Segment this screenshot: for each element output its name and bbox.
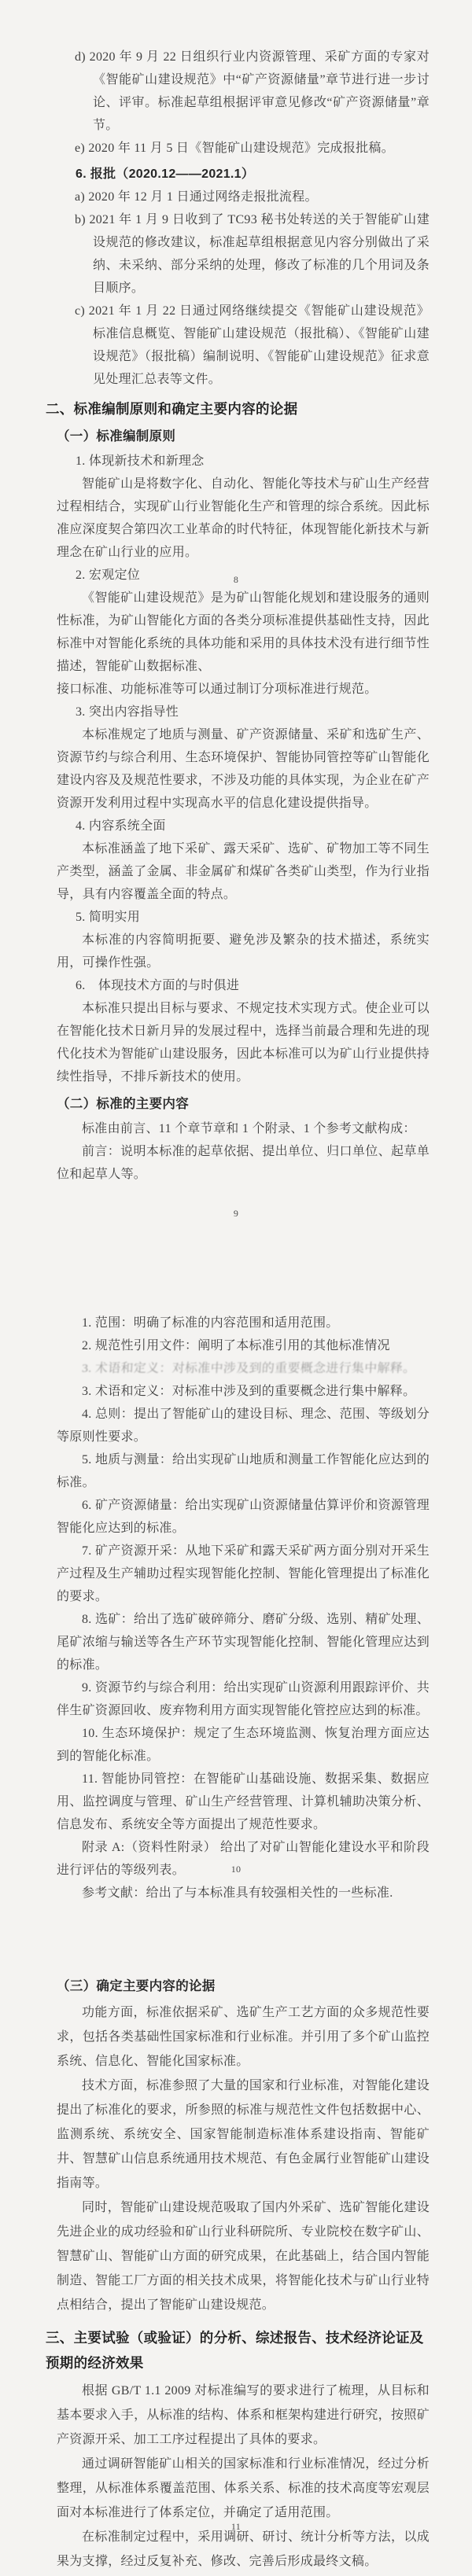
paragraph: 在标准制定过程中，采用调研、研讨、统计分析等方法，以成果为支撑，经过反复补充、修改、完善后形成最终文稿。 (57, 2530, 430, 2568)
paragraph: 根据 GB/T 1.1 2009 对标准编写的要求进行了梳理，从目标和基本要求入手，从标准的结构、体系和框架构建进行研究，按照矿产资源开采、加工工序过程提出了具体的要求。 (57, 2384, 430, 2446)
paragraph: 技术方面，标准参照了大量的国家和行业标准，对智能化建设提出了标准化的要求，所参照的标准与规范性文件包括数据中心、监测系统、系统安全、国家智能制造标准体系建设指南、智能矿井、智慧矿山信息系统通用技术规范、有色金属行业智能矿山建设指南等。 (57, 2079, 430, 2190)
stage-heading-submission: 6. 报批（2020.12——2021.1） (76, 167, 255, 181)
paragraph: 通过调研智能矿山相关的国家标准和行业标准情况，经过分析整理，从标准体系覆盖范围、体系关系、标准的技术高度等宏观层面对本标准进行了体系定位，并确定了适用范围。 (57, 2457, 430, 2519)
chapter-item-5: 5. 地质与测量：给出实现矿山地质和测量工作智能化应达到的标准。 (57, 1453, 430, 1489)
principle-item-1: 1. 体现新技术和新理念 (76, 454, 205, 468)
paragraph: 前言：说明本标准的起草依据、提出单位、归口单位、起草单位和起草人等。 (57, 1145, 430, 1181)
chapter-item-7: 7. 矿产资源开采：从地下采矿和露天采矿两方面分别对开采生产过程及生产辅助过程实现智能化控制、智能化管理提出了标准化的要求。 (57, 1544, 430, 1603)
paragraph: 功能方面，标准依据采矿、选矿生产工艺方面的众多规范性要求，包括各类基础性国家标准和行业标准。并引用了多个矿山监控系统、信息化、智能化国家标准。 (57, 2006, 430, 2068)
page-number: 9 (233, 1208, 239, 1219)
page-number: 11 (230, 2521, 242, 2532)
paragraph: 标准由前言、11 个章节章和 1 个附录、1 个参考文献构成： (82, 1122, 416, 1135)
page-9 (0, 678, 472, 1186)
page-number: 10 (230, 1864, 242, 1875)
chapter-item-3: 3. 术语和定义：对标准中涉及到的重要概念进行集中解释。 (82, 1385, 416, 1398)
paragraph: 《智能矿山建设规范》是为矿山智能化规划和建设服务的通则性标准，为矿山智能化方面的各类分项标准提供基础性支持，因此标准中对智能化系统的具体功能和采用的具体技术没有进行细节性描述，智能矿山数据标准、 (57, 591, 430, 673)
principle-item-6: 6. 体现技术方面的与时俱进 (76, 979, 240, 992)
section-heading-3: 三、主要试验（或验证）的分析、综述报告、技术经济论证及预期的经济效果 (46, 2330, 424, 2371)
paragraph: 本标准涵盖了地下采矿、露天采矿、选矿、矿物加工等不同生产类型，涵盖了金属、非金属矿和煤矿各类矿山类型，作为行业指导，具有内容覆盖全面的特点。 (57, 842, 430, 901)
list-item-c: c) 2021 年 1 月 22 日通过网络继续提交《智能矿山建设规范》标准信息概览、智能矿山建设规范（报批稿）、《智能矿山建设规范》（报批稿）编制说明、《智能矿山建设规范》征求意见处理汇总表等文件。 (75, 304, 430, 386)
chapter-item-2: 2. 规范性引用文件：阐明了本标准引用的其他标准情况 (82, 1339, 390, 1352)
subsection-heading-2-1: （一）标准编制原则 (57, 429, 176, 443)
principle-item-4: 4. 内容系统全面 (76, 819, 166, 833)
paragraph: 智能矿山是将数字化、自动化、智能化等技术与矿山生产经营过程相结合，实现矿山行业智能化生产和管理的综合系统。因此标准应深度契合第四次工业革命的时代特征，体现智能化新技术与新理念在矿山行业的应用。 (57, 477, 430, 559)
chapter-item-9: 9. 资源节约与综合利用：给出实现矿山资源利用跟踪评价、共伴生矿资源回收、废弃物利用方面实现智能化管控应达到的标准。 (57, 1681, 430, 1717)
paragraph-continuation: 接口标准、功能标准等可以通过制订分项标准进行规范。 (57, 683, 378, 696)
chapter-item-6: 6. 矿产资源储量：给出实现矿山资源储量估算评价和资源管理智能化应达到的标准。 (57, 1499, 430, 1535)
chapter-item-1: 1. 范围：明确了标准的内容范围和适用范围。 (82, 1316, 339, 1330)
paragraph: 本标准规定了地质与测量、矿产资源储量、采矿和选矿生产、资源节约与综合利用、生态环境保护、智能协同管控等矿山智能化建设内容及及规范性要求，不涉及功能的具体实现，为企业在矿产资源开发利用过程中实现高水平的信息化建设提供指导。 (57, 728, 430, 810)
paragraph: 本标准的内容简明扼要、避免涉及繁杂的技术描述，系统实用，可操作性强。 (57, 933, 430, 970)
appendix-item: 附录 A:（资料性附录） 给出了对矿山智能化建设水平和阶段进行评估的等级列表。 (57, 1841, 430, 1877)
chapter-item-3-ghost: 3. 术语和定义：对标准中涉及到的重要概念进行集中解释。 (81, 1362, 416, 1375)
page-10 (0, 1312, 472, 1904)
chapter-item-11: 11. 智能协同管控：在智能矿山基础设施、数据采集、数据应用、监控调度与管理、矿山生产经营管理、计算机辅助决策分析、信息发布、系统安全等方面提出了规范性要求。 (57, 1772, 430, 1831)
paragraph: 同时，智能矿山建设规范吸取了国内外采矿、选矿智能化建设先进企业的成功经验和矿山行业科研院所、专业院校在数字矿山、智慧矿山、智能矿山方面的研究成果，在此基础上，结合国内智能制造、智能工厂方面的相关技术成果，将智能化技术与矿山行业特点相结合，提出了智能矿山建设规范。 (57, 2201, 430, 2312)
paragraph: 本标准只提出目标与要求、不规定技术实现方式。使企业可以在智能化技术日新月异的发展过程中，选择当前最合理和先进的现代化技术为智能矿山建设服务，因此本标准可以为矿山行业提供持续性指导，不排斥新技术的使用。 (57, 1002, 430, 1084)
chapter-item-10: 10. 生态环境保护：规定了生态环境监测、恢复治理方面应达到的智能化标准。 (57, 1727, 430, 1763)
section-heading-2: 二、标准编制原则和确定主要内容的论据 (46, 401, 298, 417)
list-item-e: e) 2020 年 11 月 5 日《智能矿山建设规范》完成报批稿。 (75, 142, 395, 155)
page-11 (0, 1970, 472, 2574)
principle-item-3: 3. 突出内容指导性 (76, 705, 179, 719)
chapter-item-8: 8. 选矿：给出了选矿破碎筛分、磨矿分级、选别、精矿处理、尾矿浓缩与输送等各生产环节实现智能化控制、智能化管理应达到的标准。 (57, 1613, 430, 1672)
subsection-heading-2-2: （二）标准的主要内容 (57, 1097, 189, 1111)
list-item-a: a) 2020 年 12 月 1 日通过网络走报批流程。 (75, 190, 318, 204)
principle-item-5: 5. 简明实用 (76, 911, 141, 924)
page-number: 8 (233, 574, 239, 585)
references-item: 参考文献：给出了与本标准具有较强相关性的一些标准. (82, 1886, 393, 1900)
principle-item-2: 2. 宏观定位 (76, 569, 141, 582)
list-item-d: d) 2020 年 9 月 22 日组织行业内资源管理、采矿方面的专家对《智能矿山建设规范》中“矿产资源储量”章节进行进一步讨论、评审。标准起草组根据评审意见修改“矿产资源储量”章节。 (75, 50, 430, 132)
chapter-item-4: 4. 总则：提出了智能矿山的建设目标、理念、范围、等级划分等原则性要求。 (57, 1408, 430, 1444)
subsection-heading-2-3: （三）确定主要内容的论据 (57, 1979, 216, 1993)
list-item-b: b) 2021 年 1 月 9 日收到了 TC93 秘书处转送的关于智能矿山建设规范的修改建议，标准起草组根据意见内容分别做出了采纳、未采纳、部分采纳的处理，修改了标准的几个用词及条目顺序。 (75, 213, 430, 295)
